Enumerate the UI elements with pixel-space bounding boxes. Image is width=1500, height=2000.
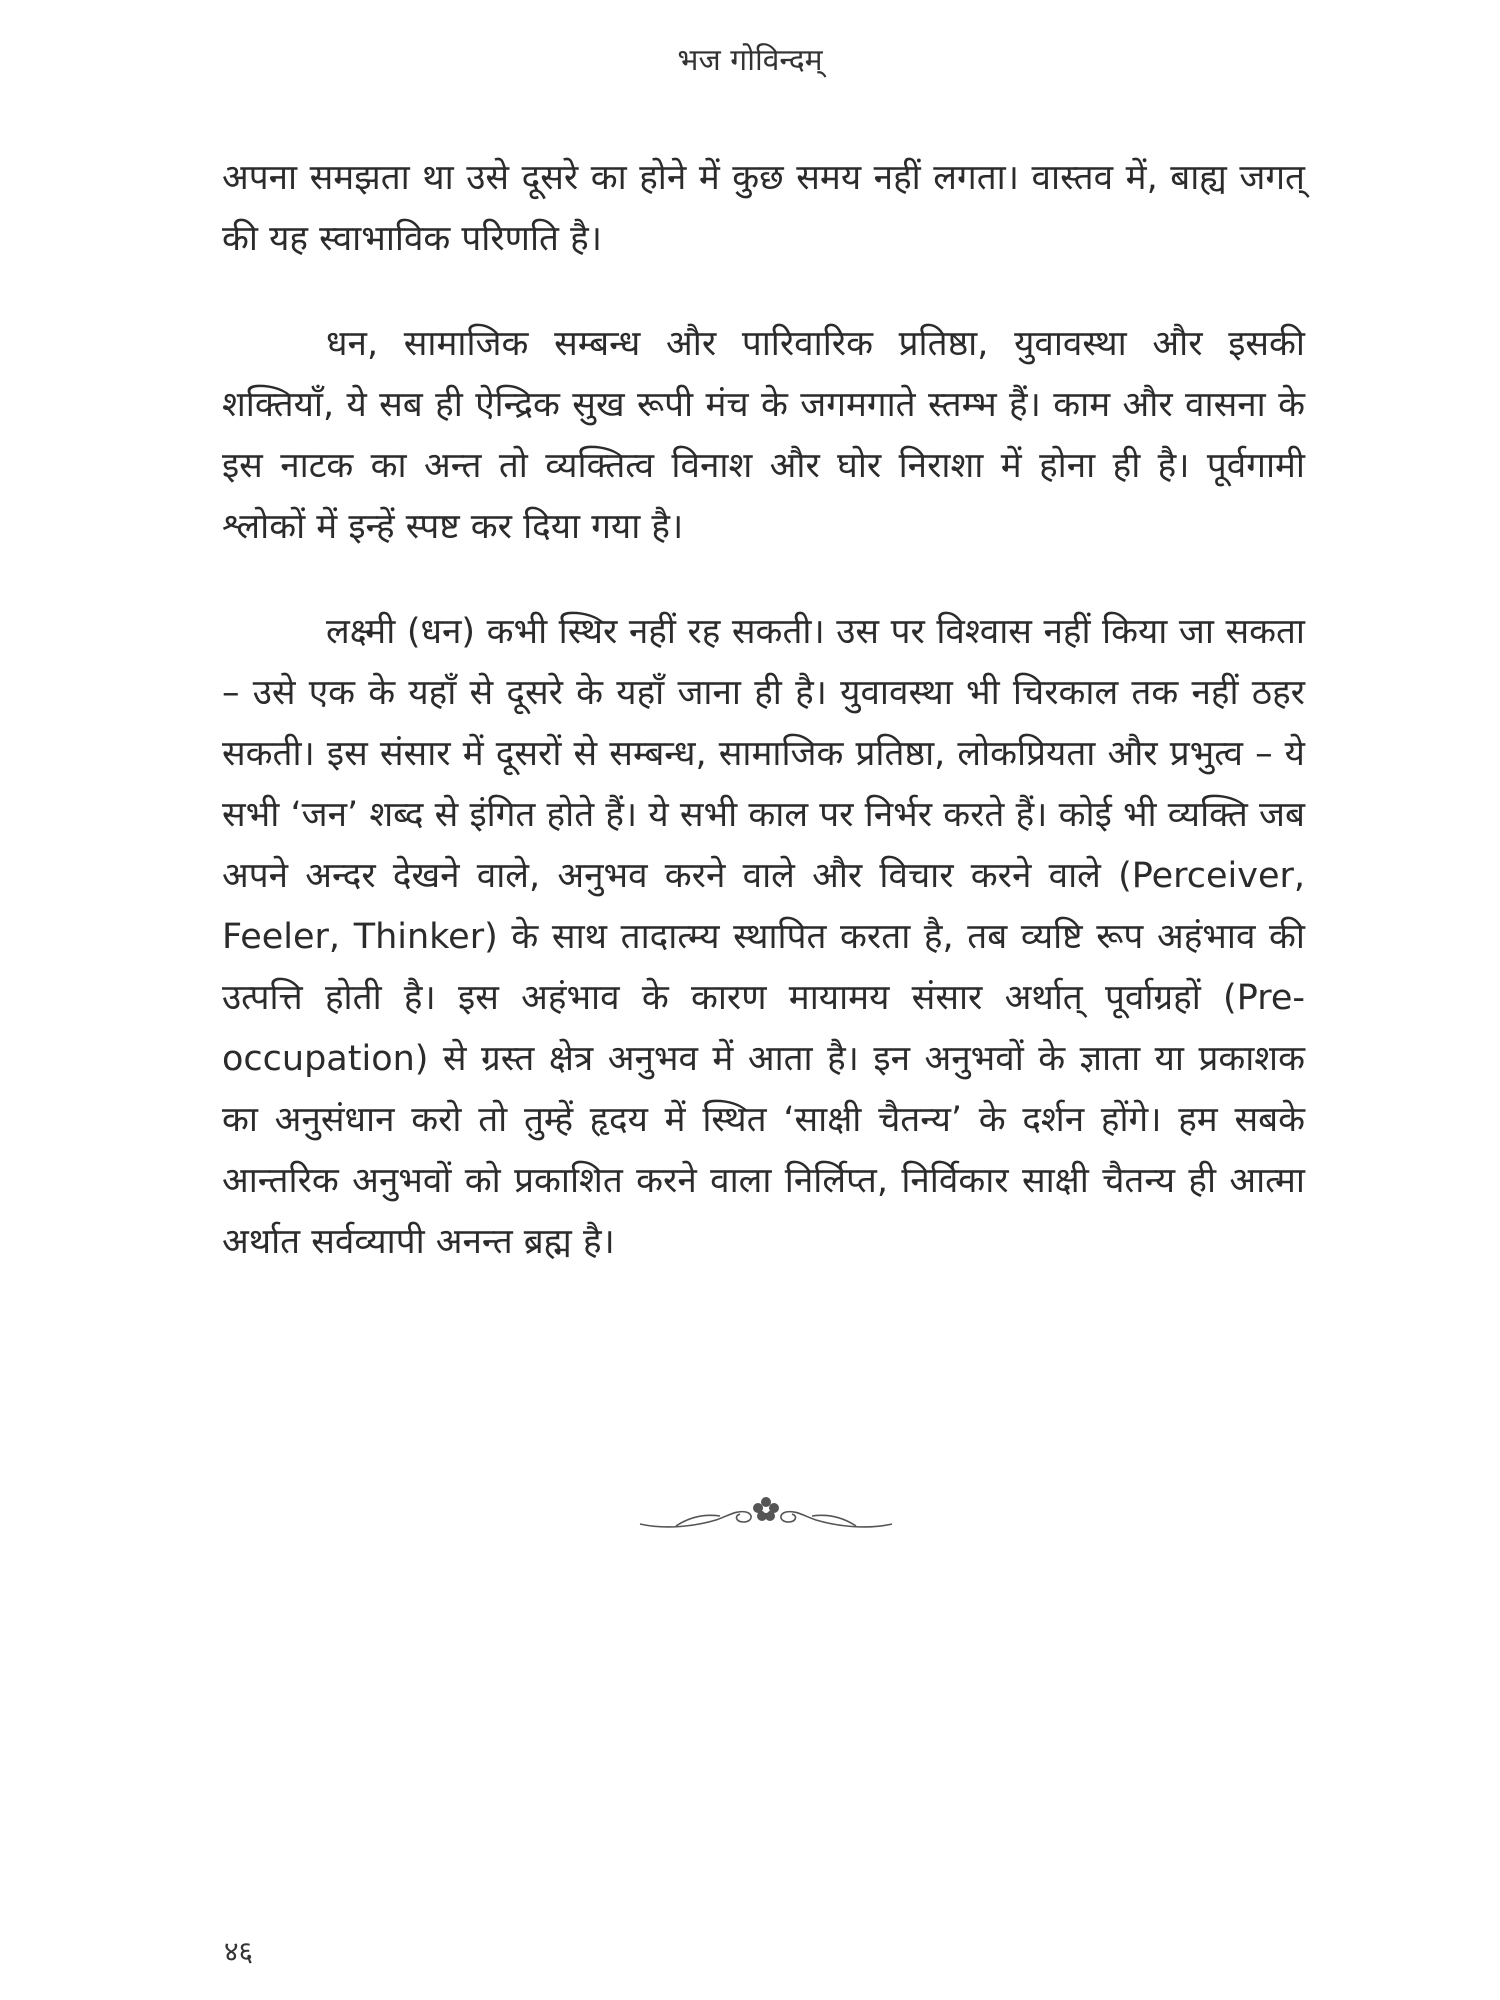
- page-body: [222, 148, 1305, 1273]
- paragraph-continuation: अपना समझता था उसे दूसरे का होने में कुछ समय नहीं लगता। वास्तव में, बाह्य जगत् की यह स्वाभाविक परिणति है।: [222, 158, 1305, 259]
- running-title: भज गोविन्दम्: [677, 43, 823, 78]
- floral-divider-icon: [636, 1486, 896, 1536]
- page-number: ४६: [224, 1935, 254, 1968]
- paragraph-wealth-relations: धन, सामाजिक सम्बन्ध और पारिवारिक प्रतिष्ठा, युवावस्था और इसकी शक्तियाँ, ये सब ही ऐन्द्रिक सुख रूपी मंच के जगमगाते स्तम्भ हैं। काम और वासना के इस नाटक का अन्त तो व्यक्तित्व विनाश और घोर निराशा में होना ही है। पूर्वगामी श्लोकों में इन्हें स्पष्ट कर दिया गया है।: [222, 324, 1305, 547]
- paragraph-lakshmi-witness: लक्ष्मी (धन) कभी स्थिर नहीं रह सकती। उस पर विश्वास नहीं किया जा सकता – उसे एक के यहाँ से दूसरे के यहाँ जाना ही है। युवावस्था भी चिरकाल तक नहीं ठहर सकती। इस संसार में दूसरों से सम्बन्ध, सामाजिक प्रतिष्ठा, लोकप्रियता और प्रभुत्व – ये सभी ‘जन’ शब्द से इंगित होते हैं। ये सभी काल पर निर्भर करते हैं। कोई भी व्यक्ति जब अपने अन्दर देखने वाले, अनुभव करने वाले और विचार करने वाले (Perceiver, Feeler, Thinker) के साथ तादात्म्य स्थापित करता है, तब व्यष्टि रूप अहंभाव की उत्पत्ति होती है। इस अहंभाव के कारण मायामय संसार अर्थात् पूर्वाग्रहों (Pre-occupation) से ग्रस्त क्षेत्र अनुभव में आता है। इन अनुभवों के ज्ञाता या प्रकाशक का अनुसंधान करो तो तुम्हें हृदय में स्थित ‘साक्षी चैतन्य’ के दर्शन होंगे। हम सबके आन्तरिक अनुभवों को प्रकाशित करने वाला निर्लिप्त, निर्विकार साक्षी चैतन्य ही आत्मा अर्थात सर्वव्यापी अनन्त ब्रह्म है।: [222, 612, 1305, 1262]
